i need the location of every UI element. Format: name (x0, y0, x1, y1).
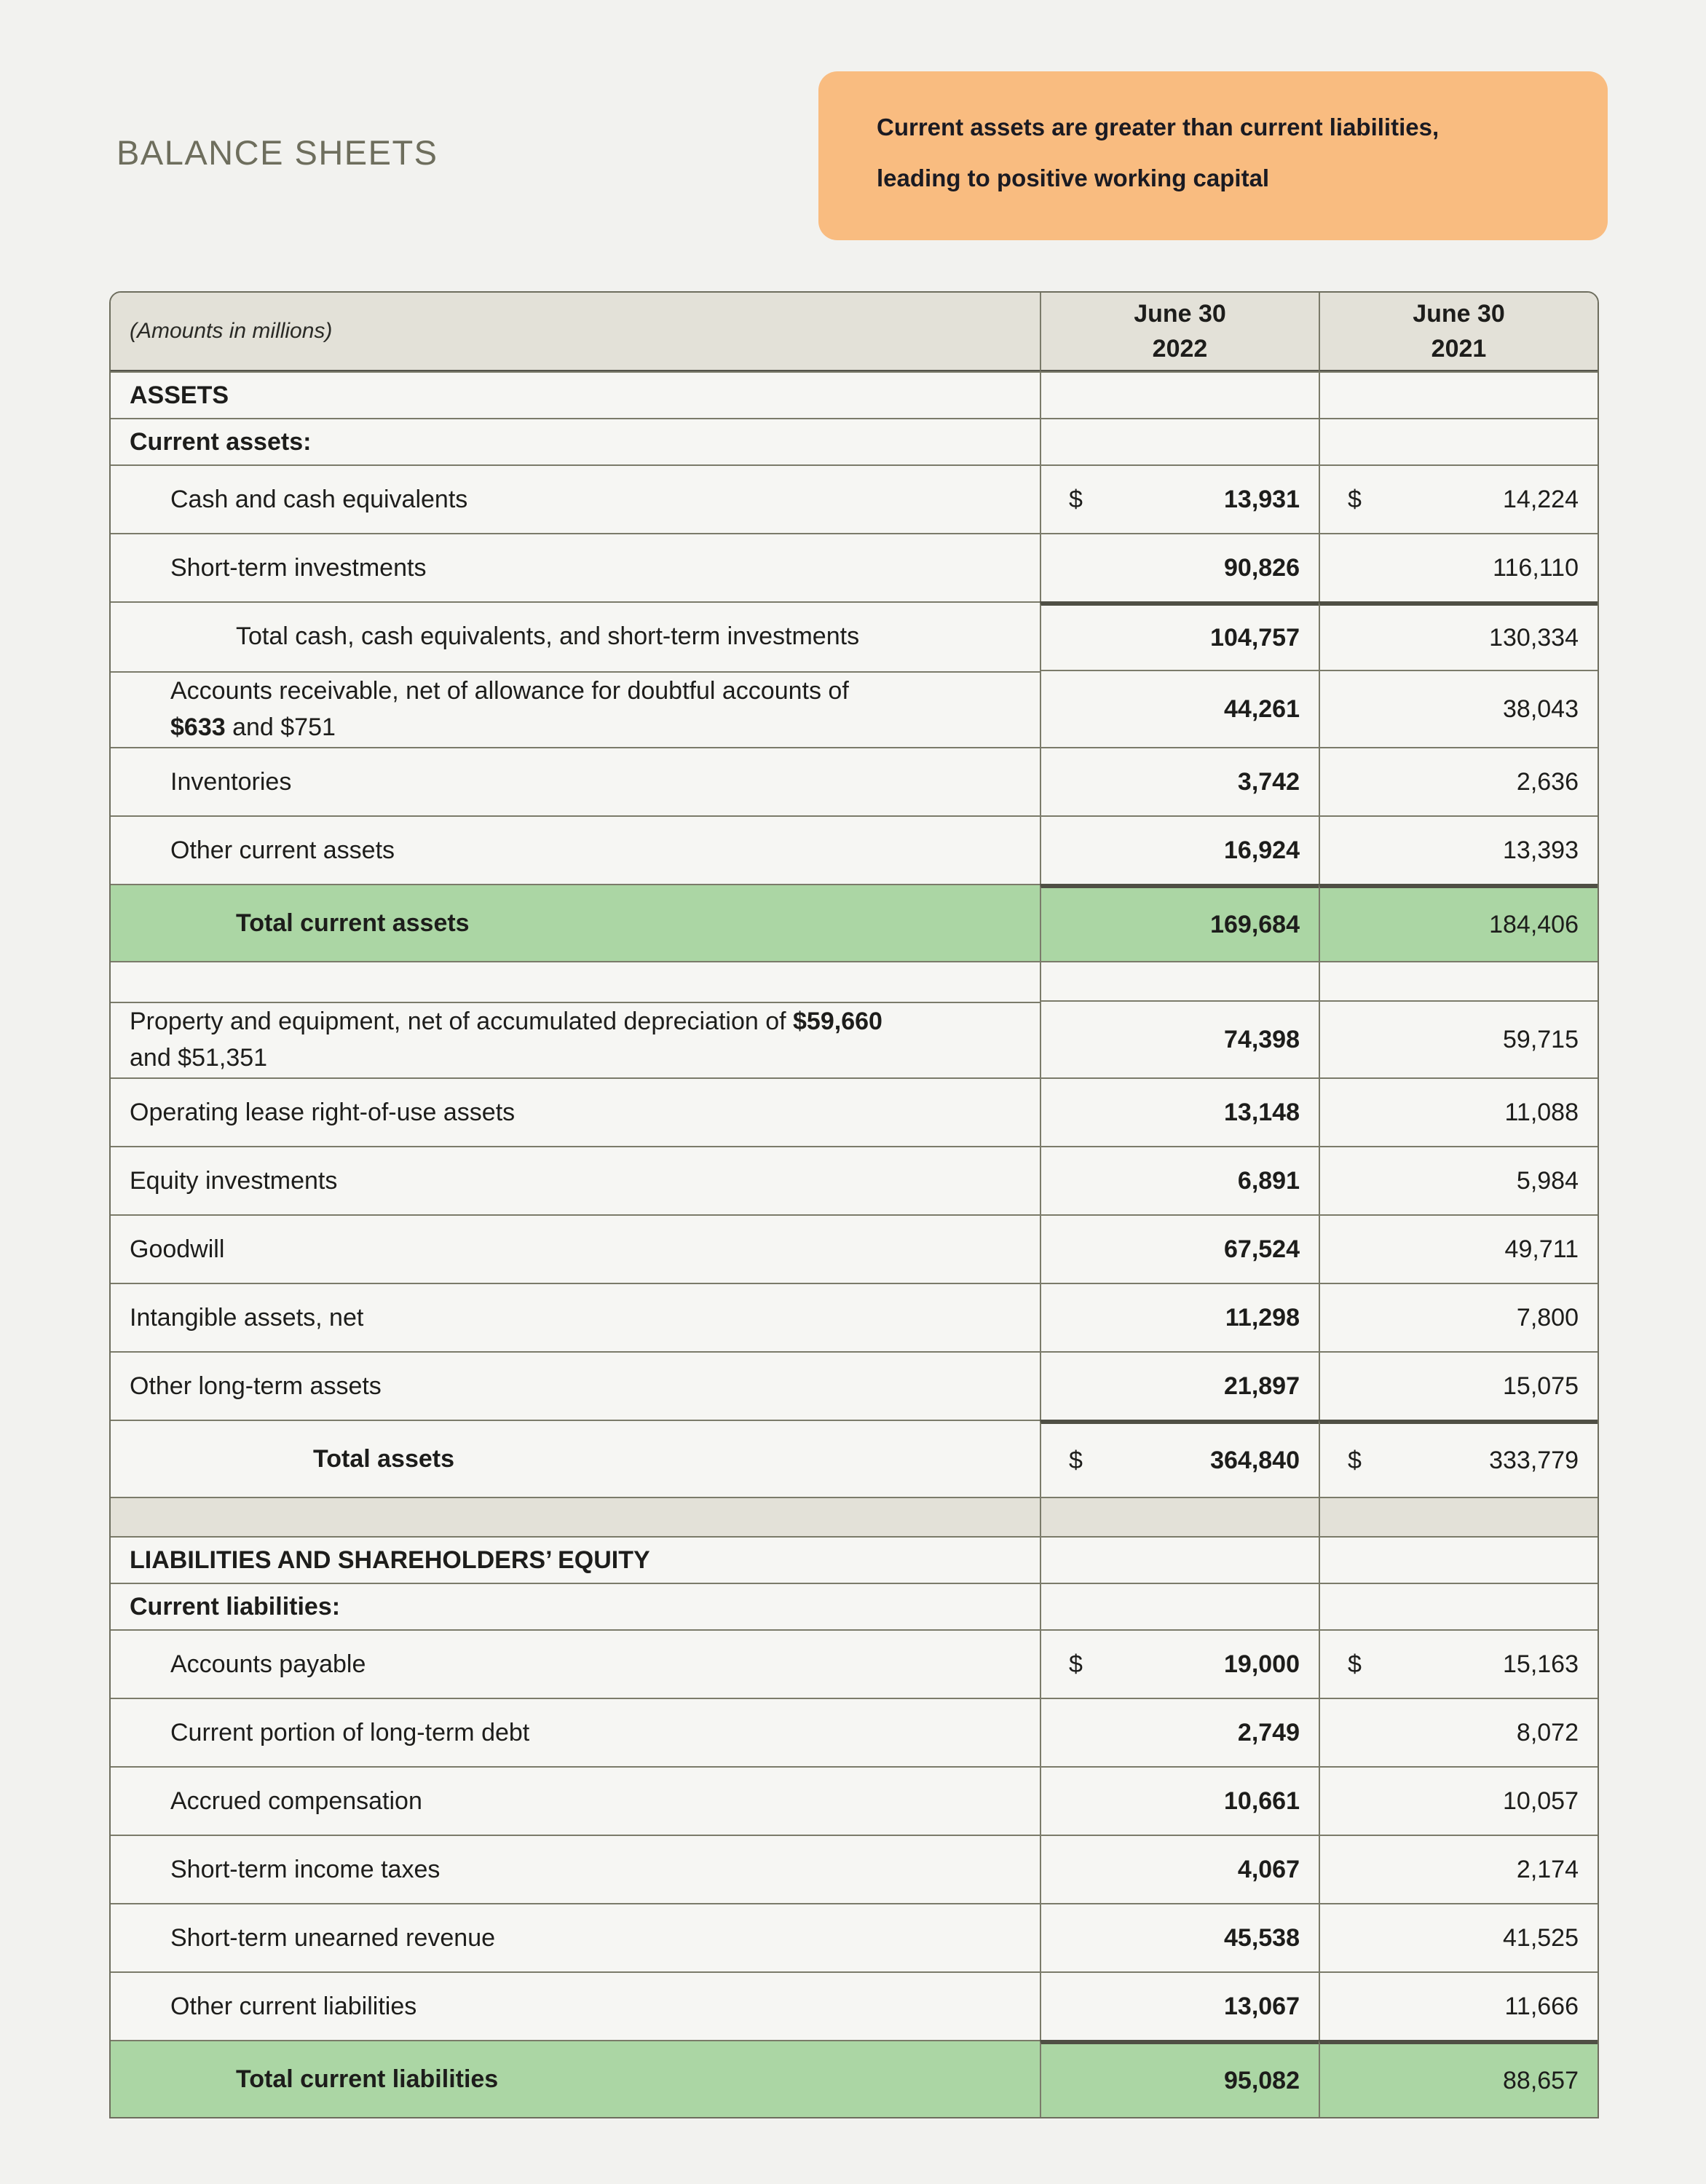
table-row-liabilities-heading (111, 1536, 1598, 1583)
cell-v2022-goodwill (1040, 1214, 1319, 1283)
row-label-text: Current liabilities: (130, 1593, 341, 1621)
row-label-operating-lease-right-of-use-assets (111, 1077, 1040, 1146)
row-label-part: and $751 (225, 713, 336, 741)
cell-v2021-short-term-income-taxes (1319, 1835, 1598, 1903)
value-v2022: 6,891 (1237, 1166, 1300, 1195)
cell-v2021-total-current-assets (1319, 884, 1598, 961)
row-label-cash-and-cash-equivalents (111, 464, 1040, 533)
value-v2022: 19,000 (1224, 1650, 1300, 1678)
value-v2022: 16,924 (1224, 836, 1300, 864)
row-label-text: Operating lease right-of-use assets (130, 1099, 516, 1126)
value-v2022: 45,538 (1224, 1923, 1300, 1952)
row-label-accrued-compensation (111, 1766, 1040, 1835)
table-row-current-assets-heading (111, 418, 1598, 464)
value-v2022: 74,398 (1224, 1025, 1300, 1053)
cell-v2022-short-term-investments (1040, 533, 1319, 601)
row-label-text: Total current liabilities (236, 2065, 499, 2093)
value-v2021: 7,800 (1516, 1303, 1579, 1332)
balance-sheet-table (109, 291, 1599, 2118)
value-v2021: 59,715 (1503, 1025, 1579, 1053)
table-row-current-liabilities-heading (111, 1583, 1598, 1629)
row-label-text: Accounts payable (170, 1650, 366, 1678)
row-label-text: Accrued compensation (170, 1787, 422, 1815)
column-header-june-30-2021 (1319, 293, 1598, 371)
dollar-sign: $ (1069, 1446, 1083, 1474)
row-label-part: Property and equipment, net of accumulated depreciation of (130, 1008, 794, 1035)
table-row-total-cash-equivalents-short-term-investments (111, 601, 1598, 670)
row-label-text: Inventories (170, 768, 292, 796)
table-row-total-current-assets (111, 884, 1598, 961)
table-row-equity-investments (111, 1146, 1598, 1214)
row-label-text: Goodwill (130, 1235, 225, 1263)
table-row-other-long-term-assets (111, 1351, 1598, 1420)
row-label-part: $59,660 (793, 1008, 882, 1035)
cell-v2022-total-current-assets (1040, 884, 1319, 961)
row-label-part: $633 (170, 713, 226, 741)
row-label-part: Accounts receivable, net of allowance for doubtful accounts of (170, 677, 849, 705)
cell-v2022-accrued-compensation (1040, 1766, 1319, 1835)
cell-v2021-cash-and-cash-equivalents (1319, 464, 1598, 533)
cell-v2022-cash-and-cash-equivalents (1040, 464, 1319, 533)
row-label-accounts-receivable (111, 671, 1040, 745)
cell-v2022-spacer-after-current-assets (1040, 961, 1319, 1000)
cell-v2022-equity-investments (1040, 1146, 1319, 1214)
dollar-sign: $ (1348, 485, 1362, 513)
cell-v2021-current-liabilities-heading (1319, 1583, 1598, 1629)
amounts-in-millions-note (111, 293, 1040, 371)
cell-v2021-equity-investments (1319, 1146, 1598, 1214)
row-label-text: LIABILITIES AND SHAREHOLDERS’ EQUITY (130, 1546, 650, 1574)
value-v2021: 184,406 (1489, 910, 1579, 938)
value-v2021: 8,072 (1516, 1718, 1579, 1746)
value-v2022: 44,261 (1224, 695, 1300, 723)
table-row-intangible-assets-net (111, 1283, 1598, 1351)
callout-line-1: Current assets are greater than current liabilities, (877, 114, 1440, 141)
cell-v2022-current-assets-heading (1040, 418, 1319, 464)
cell-v2022-accounts-receivable (1040, 670, 1319, 747)
value-v2021: 333,779 (1489, 1446, 1579, 1474)
value-v2022: 2,749 (1237, 1718, 1300, 1746)
value-v2022: 95,082 (1224, 2066, 1300, 2094)
row-label-text: Total cash, cash equivalents, and short-term investments (236, 622, 860, 650)
row-label-other-long-term-assets (111, 1351, 1040, 1420)
row-label-text: Other current assets (170, 836, 395, 864)
cell-v2021-goodwill (1319, 1214, 1598, 1283)
cell-v2021-other-long-term-assets (1319, 1351, 1598, 1420)
cell-v2021-inventories (1319, 747, 1598, 815)
callout-line-2: leading to positive working capital (877, 165, 1270, 191)
value-v2022: 3,742 (1237, 767, 1300, 796)
table-row-accrued-compensation (111, 1766, 1598, 1835)
table-row-total-assets (111, 1420, 1598, 1497)
value-v2021: 2,174 (1516, 1855, 1579, 1883)
value-v2021: 11,088 (1504, 1098, 1579, 1126)
value-v2021: 13,393 (1503, 836, 1579, 864)
row-label-liabilities-heading (111, 1536, 1040, 1583)
value-v2021: 5,984 (1516, 1166, 1579, 1195)
value-v2021: 41,525 (1503, 1923, 1579, 1952)
cell-v2022-current-liabilities-heading (1040, 1583, 1319, 1629)
value-v2022: 13,067 (1224, 1992, 1300, 2020)
table-row-inventories (111, 747, 1598, 815)
dollar-sign: $ (1348, 1446, 1362, 1474)
table-row-total-current-liabilities (111, 2040, 1598, 2117)
value-v2022: 90,826 (1224, 553, 1300, 582)
row-label-text: Other long-term assets (130, 1372, 382, 1400)
cell-v2022-current-portion-of-long-term-debt (1040, 1698, 1319, 1766)
value-v2021: 116,110 (1493, 553, 1579, 582)
row-label-property-and-equipment (111, 1002, 1040, 1076)
table-row-cash-and-cash-equivalents (111, 464, 1598, 533)
row-label-text: Short-term unearned revenue (170, 1924, 496, 1952)
value-v2021: 15,163 (1503, 1650, 1579, 1678)
cell-v2022-intangible-assets-net (1040, 1283, 1319, 1351)
value-v2022: 67,524 (1224, 1235, 1300, 1263)
column-header-line2: 2021 (1431, 335, 1487, 363)
callout-note (818, 71, 1608, 240)
cell-v2022-property-and-equipment (1040, 1000, 1319, 1077)
cell-v2021-short-term-unearned-revenue (1319, 1903, 1598, 1971)
cell-v2021-accrued-compensation (1319, 1766, 1598, 1835)
table-row-accounts-payable (111, 1629, 1598, 1698)
value-v2022: 11,298 (1225, 1303, 1300, 1332)
value-v2022: 4,067 (1237, 1855, 1300, 1883)
spacer-cell (111, 1497, 1040, 1536)
row-label-total-cash-equivalents-short-term-investments (111, 601, 1040, 670)
value-v2022: 21,897 (1224, 1372, 1300, 1400)
cell-v2021-total-cash-equivalents-short-term-investments (1319, 601, 1598, 670)
row-label-equity-investments (111, 1146, 1040, 1214)
table-row-other-current-assets (111, 815, 1598, 884)
cell-v2022-assets-heading (1040, 371, 1319, 418)
cell-v2022-operating-lease-right-of-use-assets (1040, 1077, 1319, 1146)
cell-v2022-total-assets (1040, 1420, 1319, 1497)
row-label-text: Short-term income taxes (170, 1856, 441, 1883)
cell-v2022-spacer-after-total-assets (1040, 1497, 1319, 1536)
cell-v2021-spacer-after-current-assets (1319, 961, 1598, 1000)
row-label-short-term-investments (111, 533, 1040, 601)
row-label-text: Cash and cash equivalents (170, 486, 468, 513)
dollar-sign: $ (1069, 1650, 1083, 1678)
cell-v2022-short-term-income-taxes (1040, 1835, 1319, 1903)
row-label-goodwill (111, 1214, 1040, 1283)
spacer-cell (111, 961, 1040, 1000)
cell-v2021-other-current-liabilities (1319, 1971, 1598, 2040)
row-label-text: Total assets (313, 1445, 455, 1473)
column-header-line1: June 30 (1413, 300, 1505, 328)
cell-v2021-short-term-investments (1319, 533, 1598, 601)
cell-v2021-current-assets-heading (1319, 418, 1598, 464)
value-v2021: 14,224 (1503, 485, 1579, 513)
value-v2021: 11,666 (1504, 1992, 1579, 2020)
cell-v2021-assets-heading (1319, 371, 1598, 418)
row-label-assets-heading (111, 371, 1040, 418)
page-title: BALANCE SHEETS (117, 133, 438, 172)
value-v2022: 13,931 (1224, 485, 1300, 513)
row-label-text: Short-term investments (170, 554, 427, 582)
cell-v2021-total-current-liabilities (1319, 2040, 1598, 2117)
cell-v2021-spacer-after-total-assets (1319, 1497, 1598, 1536)
row-label-text: Equity investments (130, 1167, 338, 1195)
cell-v2021-accounts-receivable (1319, 670, 1598, 747)
cell-v2021-current-portion-of-long-term-debt (1319, 1698, 1598, 1766)
cell-v2021-accounts-payable (1319, 1629, 1598, 1698)
value-v2022: 169,684 (1210, 910, 1300, 938)
value-v2022: 13,148 (1224, 1098, 1300, 1126)
value-v2021: 2,636 (1516, 767, 1579, 796)
value-v2021: 38,043 (1503, 695, 1579, 723)
column-header-line2: 2022 (1152, 335, 1208, 363)
table-row-spacer-after-current-assets (111, 961, 1598, 1000)
value-v2021: 15,075 (1503, 1372, 1579, 1400)
cell-v2022-inventories (1040, 747, 1319, 815)
value-v2022: 10,661 (1224, 1787, 1300, 1815)
row-label-text: Total current assets (236, 909, 470, 937)
table-row-short-term-unearned-revenue (111, 1903, 1598, 1971)
table-row-goodwill (111, 1214, 1598, 1283)
column-header-june-30-2022 (1040, 293, 1319, 371)
table-row-other-current-liabilities (111, 1971, 1598, 2040)
row-label-text: Intangible assets, net (130, 1304, 364, 1332)
cell-v2021-total-assets (1319, 1420, 1598, 1497)
cell-v2022-accounts-payable (1040, 1629, 1319, 1698)
cell-v2022-total-current-liabilities (1040, 2040, 1319, 2117)
amounts-note-text: (Amounts in millions) (130, 319, 333, 343)
table-row-property-and-equipment (111, 1000, 1598, 1077)
row-label-short-term-unearned-revenue (111, 1903, 1040, 1971)
cell-v2022-other-current-assets (1040, 815, 1319, 884)
cell-v2022-total-cash-equivalents-short-term-investments (1040, 601, 1319, 670)
table-row-assets-heading (111, 371, 1598, 418)
table-row-accounts-receivable (111, 670, 1598, 747)
row-label-text: ASSETS (130, 381, 229, 409)
cell-v2021-other-current-assets (1319, 815, 1598, 884)
table-row-short-term-investments (111, 533, 1598, 601)
row-label-intangible-assets-net (111, 1283, 1040, 1351)
cell-v2021-property-and-equipment (1319, 1000, 1598, 1077)
dollar-sign: $ (1348, 1650, 1362, 1678)
value-v2021: 10,057 (1503, 1787, 1579, 1815)
row-label-total-current-assets (111, 884, 1040, 961)
cell-v2021-operating-lease-right-of-use-assets (1319, 1077, 1598, 1146)
table-row-short-term-income-taxes (111, 1835, 1598, 1903)
row-label-other-current-liabilities (111, 1971, 1040, 2040)
row-label-other-current-assets (111, 815, 1040, 884)
value-v2022: 104,757 (1210, 623, 1300, 652)
value-v2022: 364,840 (1210, 1446, 1300, 1474)
table-header-row (111, 293, 1598, 371)
row-label-part: and $51,351 (130, 1044, 268, 1072)
column-header-line1: June 30 (1134, 300, 1226, 328)
table-row-current-portion-of-long-term-debt (111, 1698, 1598, 1766)
row-label-current-liabilities-heading (111, 1583, 1040, 1629)
cell-v2022-other-long-term-assets (1040, 1351, 1319, 1420)
row-label-text: Current assets: (130, 428, 312, 456)
row-label-short-term-income-taxes (111, 1835, 1040, 1903)
table-row-operating-lease-right-of-use-assets (111, 1077, 1598, 1146)
row-label-text: Current portion of long-term debt (170, 1719, 530, 1746)
row-label-text: Other current liabilities (170, 1993, 417, 2020)
value-v2021: 130,334 (1489, 623, 1579, 652)
table-row-spacer-after-total-assets (111, 1497, 1598, 1536)
row-label-accounts-payable (111, 1629, 1040, 1698)
dollar-sign: $ (1069, 485, 1083, 513)
cell-v2022-short-term-unearned-revenue (1040, 1903, 1319, 1971)
cell-v2022-liabilities-heading (1040, 1536, 1319, 1583)
row-label-inventories (111, 747, 1040, 815)
row-label-current-portion-of-long-term-debt (111, 1698, 1040, 1766)
row-label-current-assets-heading (111, 418, 1040, 464)
cell-v2021-intangible-assets-net (1319, 1283, 1598, 1351)
row-label-total-assets (111, 1420, 1040, 1497)
value-v2021: 88,657 (1503, 2066, 1579, 2094)
row-label-total-current-liabilities (111, 2040, 1040, 2117)
value-v2021: 49,711 (1504, 1235, 1579, 1263)
cell-v2022-other-current-liabilities (1040, 1971, 1319, 2040)
cell-v2021-liabilities-heading (1319, 1536, 1598, 1583)
